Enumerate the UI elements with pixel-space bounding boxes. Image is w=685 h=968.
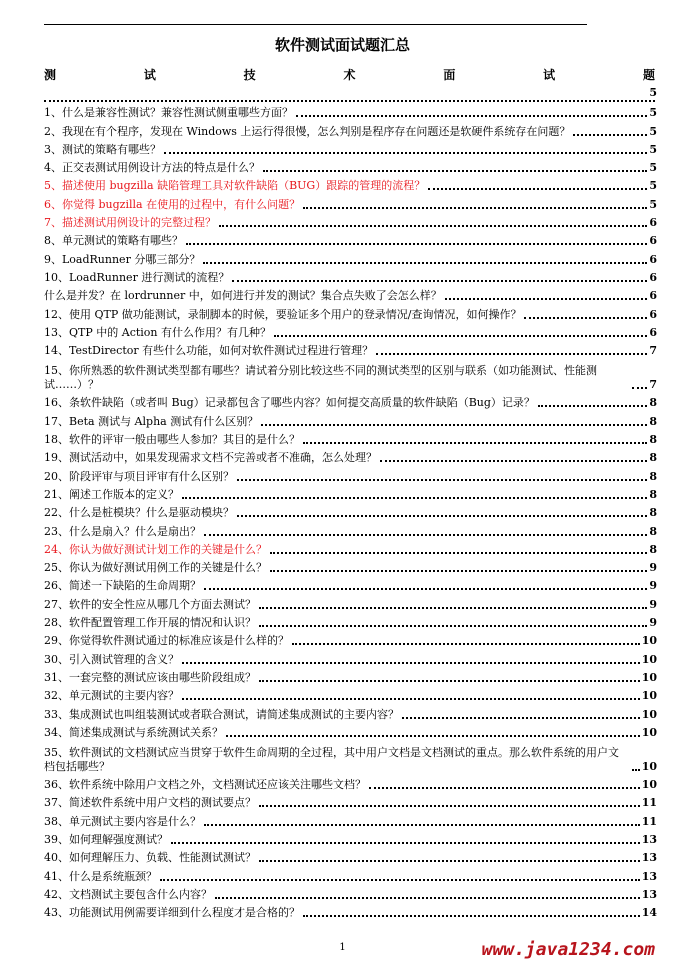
toc-entry-page: 11 bbox=[641, 814, 657, 828]
toc-leader-dots bbox=[632, 769, 640, 771]
watermark-logo: www.java1234.com bbox=[481, 939, 655, 960]
toc-entry-text: 16、条软件缺陷（或者叫 Bug）记录都包含了哪些内容？如何提交高质量的软件缺陷（Bug）记录？ bbox=[44, 396, 535, 410]
toc-entry[interactable] bbox=[44, 792, 657, 810]
heading-char: 试 bbox=[543, 68, 556, 82]
toc-heading bbox=[44, 66, 655, 83]
toc-entry[interactable] bbox=[44, 865, 657, 883]
toc-entry-page: 5 bbox=[649, 124, 657, 138]
toc-entry[interactable] bbox=[44, 703, 657, 721]
toc-entry-text: 36、软件系统中除用户文档之外，文档测试还应该关注哪些文档？ bbox=[44, 778, 366, 792]
toc-leader-dots bbox=[259, 805, 640, 807]
toc-entry-text: 10、LoadRunner 进行测试的流程？ bbox=[44, 270, 230, 284]
toc-entry-page: 6 bbox=[649, 270, 657, 284]
toc-entry-page: 13 bbox=[641, 851, 657, 865]
heading-char: 面 bbox=[443, 68, 456, 82]
toc-entry-text: 18、软件的评审一般由哪些人参加？其目的是什么？ bbox=[44, 433, 300, 447]
toc-entry-page: 8 bbox=[649, 524, 657, 538]
toc-leader-dots bbox=[232, 280, 647, 282]
toc-entry-text: 27、软件的安全性应从哪几个方面去测试？ bbox=[44, 597, 256, 611]
toc-entry-page: 10 bbox=[641, 778, 657, 792]
toc-leader-dots bbox=[380, 460, 647, 462]
header-rule bbox=[44, 24, 587, 25]
toc-entry-text: 15、你所熟悉的软件测试类型都有哪些？请试着分别比较这些不同的测试类型的区别与联系（如功能测试、性能测试……）？ bbox=[44, 364, 597, 392]
toc-entry[interactable] bbox=[44, 502, 657, 520]
toc-entry-page: 6 bbox=[649, 252, 657, 266]
toc-entry-page: 6 bbox=[649, 216, 657, 230]
toc-entry[interactable] bbox=[44, 175, 657, 193]
toc-leader-dots bbox=[573, 134, 647, 136]
toc-leader-dots bbox=[160, 879, 640, 881]
toc-leader-dots bbox=[292, 643, 640, 645]
toc-entry-page: 9 bbox=[649, 579, 657, 593]
toc-entry-page: 10 bbox=[641, 634, 657, 648]
toc-entry-text: 33、集成测试也叫组装测试或者联合测试，请简述集成测试的主要内容？ bbox=[44, 707, 399, 721]
toc-leader-dots bbox=[538, 405, 647, 407]
toc-leader-dots bbox=[182, 497, 647, 499]
toc-entry[interactable] bbox=[44, 193, 657, 211]
toc-leader-dots bbox=[204, 588, 647, 590]
table-of-contents bbox=[44, 102, 657, 920]
toc-entry-page: 14 bbox=[641, 906, 657, 920]
toc-entry[interactable] bbox=[44, 685, 657, 703]
toc-entry[interactable] bbox=[44, 285, 657, 303]
toc-entry-text: 8、单元测试的策略有哪些？ bbox=[44, 234, 183, 248]
toc-entry[interactable] bbox=[44, 139, 657, 157]
toc-entry-text: 19、测试活动中，如果发现需求文档不完善或者不准确，怎么处理？ bbox=[44, 451, 377, 465]
toc-entry[interactable] bbox=[44, 884, 657, 902]
toc-leader-dots bbox=[259, 680, 640, 682]
toc-entry[interactable] bbox=[44, 358, 657, 392]
toc-entry-page: 9 bbox=[649, 597, 657, 611]
heading-char: 试 bbox=[143, 68, 156, 82]
toc-entry[interactable] bbox=[44, 557, 657, 575]
toc-entry-text: 20、阶段评审与项目评审有什么区别？ bbox=[44, 469, 234, 483]
toc-entry[interactable] bbox=[44, 667, 657, 685]
toc-entry[interactable] bbox=[44, 157, 657, 175]
toc-leader-dots bbox=[182, 662, 640, 664]
toc-leader-dots bbox=[296, 115, 647, 117]
toc-entry-text: 1、什么是兼容性测试？兼容性测试侧重哪些方面？ bbox=[44, 106, 293, 120]
toc-entry-page: 11 bbox=[641, 796, 657, 810]
toc-entry-page: 10 bbox=[641, 707, 657, 721]
toc-entry-page: 5 bbox=[649, 142, 657, 156]
toc-leader-dots bbox=[303, 915, 640, 917]
toc-leader-dots bbox=[219, 225, 647, 227]
toc-entry-text: 42、文档测试主要包含什么内容？ bbox=[44, 887, 212, 901]
toc-entry[interactable] bbox=[44, 212, 657, 230]
toc-leader-dots bbox=[237, 479, 647, 481]
toc-entry-text: 3、测试的策略有哪些？ bbox=[44, 142, 161, 156]
toc-entry-text: 35、软件测试的文档测试应当贯穿于软件生命周期的全过程，其中用户文档是文档测试的重点。那么软件系统的用户文档包括哪些？ bbox=[44, 745, 619, 773]
toc-entry[interactable] bbox=[44, 392, 657, 410]
toc-entry-text: 13、QTP 中的 Action 有什么作用？有几种？ bbox=[44, 325, 271, 339]
toc-entry[interactable] bbox=[44, 722, 657, 740]
toc-entry-page: 8 bbox=[649, 469, 657, 483]
toc-entry[interactable] bbox=[44, 340, 657, 358]
toc-entry-page: 10 bbox=[641, 725, 657, 739]
toc-leader-dots bbox=[445, 298, 648, 300]
toc-entry[interactable] bbox=[44, 740, 657, 774]
toc-entry-page: 10 bbox=[641, 670, 657, 684]
toc-leader-dots bbox=[259, 860, 640, 862]
toc-entry-page: 8 bbox=[649, 396, 657, 410]
toc-entry-page: 8 bbox=[649, 414, 657, 428]
toc-leader-dots bbox=[376, 353, 647, 355]
toc-entry-page: 6 bbox=[649, 325, 657, 339]
toc-entry-text: 什么是并发？在 lordrunner 中，如何进行并发的测试？集合点失败了会怎么样？ bbox=[44, 289, 442, 303]
toc-leader-dots bbox=[182, 698, 640, 700]
toc-entry-text: 7、描述测试用例设计的完整过程？ bbox=[44, 216, 216, 230]
toc-entry-page: 10 bbox=[641, 689, 657, 703]
toc-leader-dots bbox=[186, 243, 647, 245]
toc-entry[interactable] bbox=[44, 102, 657, 120]
toc-entry-page: 8 bbox=[649, 433, 657, 447]
toc-leader-dots bbox=[164, 152, 647, 154]
page-title: 软件测试面试题汇总 bbox=[274, 36, 410, 54]
toc-entry[interactable] bbox=[44, 630, 657, 648]
toc-entry-page: 7 bbox=[649, 344, 657, 358]
heading-char: 技 bbox=[243, 68, 256, 82]
toc-heading-leader bbox=[44, 86, 655, 102]
toc-entry-page: 13 bbox=[641, 832, 657, 846]
toc-entry-text: 12、使用 QTP 做功能测试，录制脚本的时候，要验证多个用户的登录情况/查询情况，如何操作？ bbox=[44, 307, 522, 321]
toc-entry-text: 43、功能测试用例需要详细到什么程度才是合格的？ bbox=[44, 906, 300, 920]
toc-leader-dots bbox=[259, 607, 647, 609]
toc-entry[interactable] bbox=[44, 120, 657, 138]
toc-leader-dots bbox=[303, 442, 647, 444]
toc-leader-dots bbox=[428, 188, 647, 190]
toc-entry[interactable] bbox=[44, 465, 657, 483]
toc-entry-text: 5、描述使用 bugzilla 缺陷管理工具对软件缺陷（BUG）跟踪的管理的流程？ bbox=[44, 179, 426, 193]
heading-char: 题 bbox=[642, 68, 655, 82]
toc-entry-page: 5 bbox=[649, 161, 657, 175]
toc-entry-text: 41、什么是系统瓶颈？ bbox=[44, 869, 157, 883]
toc-entry-text: 26、简述一下缺陷的生命周期？ bbox=[44, 579, 201, 593]
toc-entry[interactable] bbox=[44, 447, 657, 465]
toc-entry[interactable] bbox=[44, 267, 657, 285]
toc-entry-page: 6 bbox=[649, 307, 657, 321]
toc-entry-text: 14、TestDirector 有些什么功能，如何对软件测试过程进行管理？ bbox=[44, 344, 374, 358]
toc-entry-text: 28、软件配置管理工作开展的情况和认识？ bbox=[44, 616, 256, 630]
toc-entry-text: 24、你认为做好测试计划工作的关键是什么？ bbox=[44, 542, 267, 556]
toc-entry-page: 9 bbox=[649, 561, 657, 575]
toc-leader-dots bbox=[215, 897, 640, 899]
toc-leader-dots bbox=[303, 207, 647, 209]
toc-entry[interactable] bbox=[44, 829, 657, 847]
toc-entry[interactable] bbox=[44, 902, 657, 920]
toc-entry-page: 5 bbox=[649, 197, 657, 211]
toc-entry-text: 31、一套完整的测试应该由哪些阶段组成？ bbox=[44, 670, 256, 684]
toc-entry-text: 40、如何理解压力、负载、性能测试测试？ bbox=[44, 851, 256, 865]
toc-entry[interactable] bbox=[44, 774, 657, 792]
toc-entry-text: 25、你认为做好测试用例工作的关键是什么？ bbox=[44, 561, 267, 575]
toc-entry[interactable] bbox=[44, 575, 657, 593]
toc-leader-dots bbox=[270, 552, 647, 554]
toc-leader-dots bbox=[259, 625, 647, 627]
toc-leader-dots bbox=[204, 534, 647, 536]
toc-entry-page: 6 bbox=[649, 234, 657, 248]
toc-leader-dots bbox=[261, 424, 647, 426]
toc-entry-text: 6、你觉得 bugzilla 在使用的过程中，有什么问题？ bbox=[44, 197, 301, 211]
toc-entry-text: 4、正交表测试用例设计方法的特点是什么？ bbox=[44, 161, 260, 175]
toc-entry-text: 21、阐述工作版本的定义？ bbox=[44, 487, 179, 501]
toc-entry-page: 6 bbox=[649, 289, 657, 303]
toc-heading-page: 5 bbox=[649, 86, 657, 99]
toc-leader-dots bbox=[402, 717, 640, 719]
toc-leader-dots bbox=[237, 515, 647, 517]
toc-entry-text: 2、我现在有个程序，发现在 Windows 上运行得很慢，怎么判别是程序存在问题还是软硬件系统存在问题？ bbox=[44, 124, 571, 138]
toc-entry-text: 32、单元测试的主要内容？ bbox=[44, 689, 179, 703]
toc-entry-text: 37、简述软件系统中用户文档的测试要点？ bbox=[44, 796, 256, 810]
toc-entry-page: 13 bbox=[641, 887, 657, 901]
toc-entry[interactable] bbox=[44, 248, 657, 266]
toc-entry-page: 8 bbox=[649, 542, 657, 556]
toc-entry-text: 39、如何理解强度测试？ bbox=[44, 832, 168, 846]
toc-entry-text: 30、引入测试管理的含义？ bbox=[44, 652, 179, 666]
toc-leader-dots bbox=[263, 170, 647, 172]
toc-entry-page: 7 bbox=[649, 378, 657, 392]
page-number: 1 bbox=[339, 942, 346, 953]
toc-entry[interactable] bbox=[44, 520, 657, 538]
toc-entry-page: 9 bbox=[649, 616, 657, 630]
toc-leader-dots bbox=[369, 787, 640, 789]
toc-leader-dots bbox=[204, 824, 640, 826]
toc-leader-dots bbox=[203, 262, 647, 264]
toc-leader-dots bbox=[274, 335, 647, 337]
toc-entry[interactable] bbox=[44, 648, 657, 666]
toc-entry-page: 5 bbox=[649, 106, 657, 120]
heading-char: 术 bbox=[343, 68, 356, 82]
toc-entry-page: 8 bbox=[649, 487, 657, 501]
toc-entry[interactable] bbox=[44, 612, 657, 630]
toc-entry-text: 9、LoadRunner 分哪三部分？ bbox=[44, 252, 201, 266]
toc-leader-dots bbox=[270, 570, 647, 572]
toc-entry[interactable] bbox=[44, 810, 657, 828]
toc-entry[interactable] bbox=[44, 539, 657, 557]
toc-entry-page: 13 bbox=[641, 869, 657, 883]
toc-entry-text: 34、简述集成测试与系统测试关系？ bbox=[44, 725, 223, 739]
toc-entry[interactable] bbox=[44, 410, 657, 428]
toc-entry-text: 22、什么是桩模块？什么是驱动模块？ bbox=[44, 506, 234, 520]
toc-leader-dots bbox=[171, 842, 640, 844]
toc-entry-page: 10 bbox=[641, 759, 657, 773]
toc-entry-page: 10 bbox=[641, 652, 657, 666]
toc-entry-page: 8 bbox=[649, 506, 657, 520]
toc-entry-text: 23、什么是扇入？什么是扇出？ bbox=[44, 524, 201, 538]
toc-entry-text: 29、你觉得软件测试通过的标准应该是什么样的？ bbox=[44, 634, 289, 648]
toc-leader-dots bbox=[632, 387, 647, 389]
toc-entry[interactable] bbox=[44, 593, 657, 611]
toc-entry[interactable] bbox=[44, 429, 657, 447]
toc-entry-text: 38、单元测试主要内容是什么？ bbox=[44, 814, 201, 828]
heading-char: 测 bbox=[44, 68, 57, 82]
toc-entry[interactable] bbox=[44, 322, 657, 340]
toc-leader-dots bbox=[226, 735, 640, 737]
toc-entry[interactable] bbox=[44, 847, 657, 865]
toc-entry-page: 8 bbox=[649, 451, 657, 465]
toc-leader-dots bbox=[524, 317, 647, 319]
toc-entry-text: 17、Beta 测试与 Alpha 测试有什么区别？ bbox=[44, 414, 259, 428]
toc-entry[interactable] bbox=[44, 303, 657, 321]
toc-entry[interactable] bbox=[44, 484, 657, 502]
toc-entry[interactable] bbox=[44, 230, 657, 248]
toc-entry-page: 5 bbox=[649, 179, 657, 193]
